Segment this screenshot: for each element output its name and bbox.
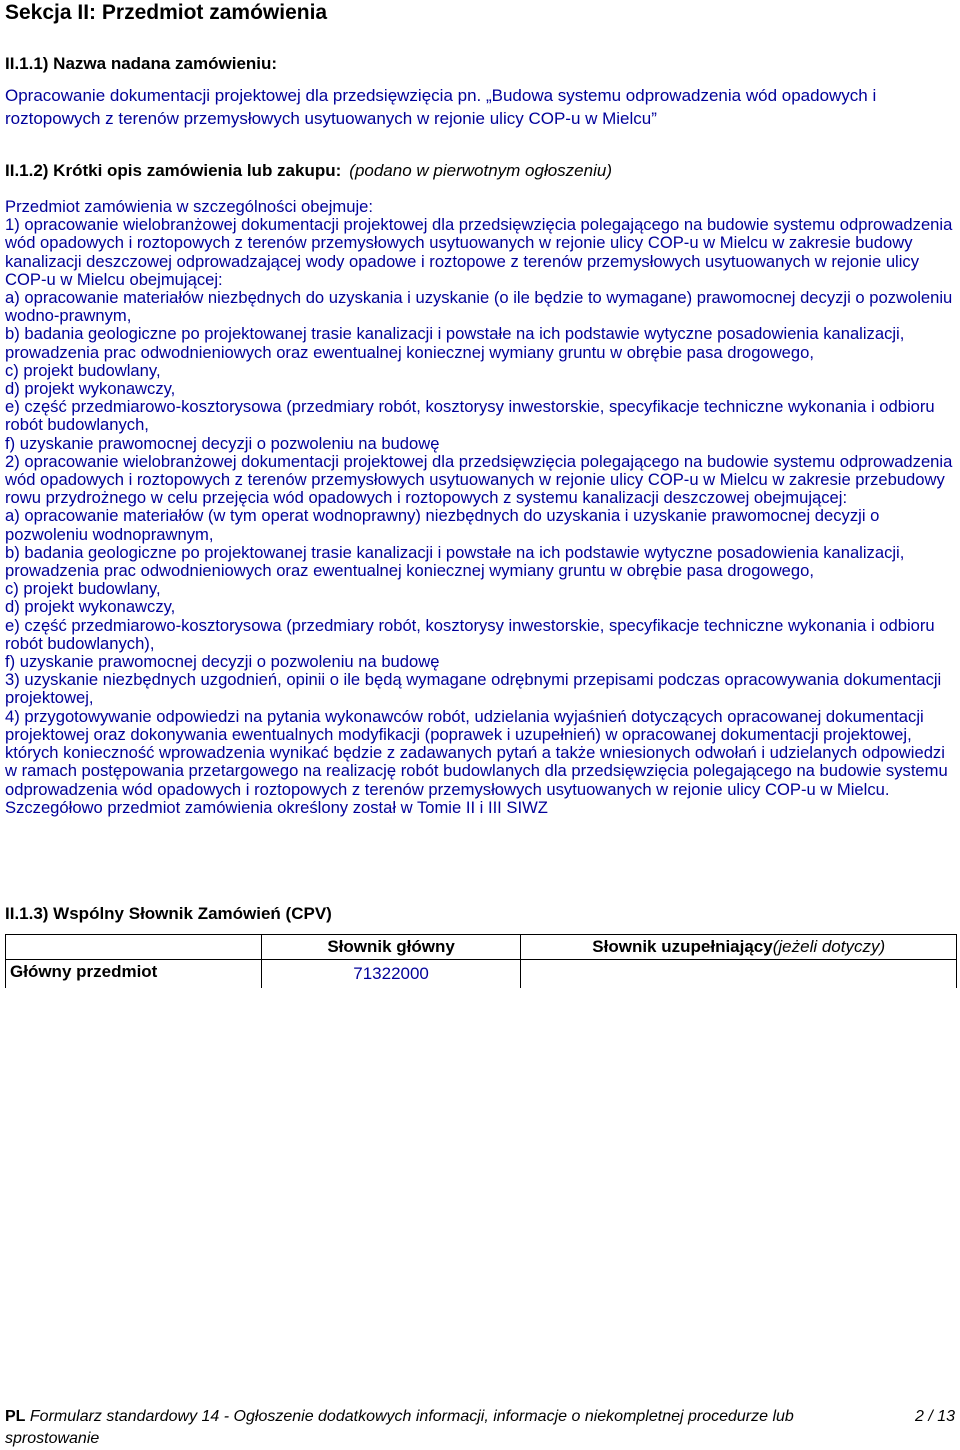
cpv-table [5, 934, 957, 988]
description-heading-label: II.1.2) Krótki opis zamówienia lub zakupu: [5, 161, 342, 180]
name-value: Opracowanie dokumentacji projektowej dla przedsięwzięcia pn. „Budowa systemu odprowadzenia wód opadowych i roztopowych z terenów przemysłowych usytuowanych w rejonie ulicy COP-u w Mielcu” [5, 86, 877, 128]
description-heading [5, 161, 612, 181]
cpv-row-label: Główny przedmiot [6, 960, 262, 989]
footer-lang: PL [5, 1408, 26, 1425]
cpv-header-supp [521, 935, 957, 960]
cpv-supp-code [521, 960, 957, 989]
description-heading-note: (podano w pierwotnym ogłoszeniu) [349, 161, 612, 180]
section-title: Sekcja II: Przedmiot zamówienia [5, 1, 328, 24]
cpv-heading: II.1.3) Wspólny Słownik Zamówień (CPV) [5, 904, 332, 923]
description-body: Przedmiot zamówienia w szczególności obejmuje: 1) opracowanie wielobranżowej dokumentacji projektowej dla przedsięwzięcia polegającego na budowie systemu odprowadzenia wód opadowych i roztopowych z terenów przemysłowych usytuowanych w rejonie ulicy COP-u w Mielcu w zakresie budowy kanalizacji deszczowej odprowadzającej wody opadowe i roztopowe z terenów przemysłowych usytuowanych w rejonie ulicy COP-u w Mielcu obejmującej: a) opracowanie materiałów niezbędnych do uzyskania i uzyskanie (o ile będzie to wymagane) prawomocnej decyzji o pozwoleniu wodno-prawnym, b) badania geologiczne po projektowanej trasie kanalizacji i powstałe na ich podstawie wytyczne posadowienia kanalizacji, prowadzenia prac odwodnieniowych oraz ewentualnej koniecznej wymiany gruntu w obrębie pasa drogowego, c) projekt budowlany, d) projekt wykonawczy, e) część przedmiarowo-kosztorysowa (przedmiary robót, kosztorysy inwestorskie, specyfikacje techniczne wykonania i odbioru robót budowlanych, f) uzyskanie prawomocnej decyzji o pozwoleniu na budowę 2) opracowanie wielobranżowej dokumentacji projektowej dla przedsięwzięcia polegającego na budowie systemu odprowadzenia wód opadowych i roztopowych z terenów przemysłowych usytuowanych w rejonie ulicy COP-u w Mielcu w zakresie przebudowy rowu przydrożnego w celu przejęcia wód opadowych i roztopowych z systemu kanalizacji deszczowej obejmującej: a) opracowanie materiałów (w tym operat wodnoprawny) niezbędnych do uzyskania i uzyskanie prawomocnej decyzji o pozwoleniu wodnoprawnym, b) badania geologiczne po projektowanej trasie kanalizacji i powstałe na ich podstawie wytyczne posadowienia kanalizacji, prowadzenia prac odwodnieniowych oraz ewentualnej koniecznej wymiany gruntu w obrębie pasa drogowego, c) projekt budowlany, d) projekt wykonawczy, e) część przedmiarowo-kosztorysowa (przedmiary robót, kosztorysy inwestorskie, specyfikacje techniczne wykonania i odbioru robót budowlanych), f) uzyskanie prawomocnej decyzji o pozwoleniu na budowę 3) uzyskanie niezbędnych uzgodnień, opinii o ile będą wymagane odrębnymi przepisami podczas opracowywania dokumentacji projektowej, 4) przygotowywanie odpowiedzi na pytania wykonawców robót, udzielania wyjaśnień dotyczących opracowanej dokumentacji projektowej oraz dokonywania ewentualnych modyfikacji (poprawek i uzupełnień) w opracowanej dokumentacji projektowej, których konieczność wprowadzenia wynikać będzie z zadawanych pytań a także wniesionych odwołań i udzielanych odpowiedzi w ramach postępowania przetargowego na realizację robót budowlanych dla przedsięwzięcia polegającego na budowie systemu odprowadzenia wód opadowych i roztopowych z terenów przemysłowych usytuowanych w rejonie ulicy COP-u w Mielcu. Szczegółowo przedmiot zamówienia określony został w Tomie II i III SIWZ [5, 197, 953, 817]
footer-page-number: 2 / 13 [914, 1408, 955, 1425]
name-heading: II.1.1) Nazwa nadana zamówieniu: [5, 54, 278, 73]
cpv-header-row [6, 935, 957, 960]
footer-form-text [5, 1406, 865, 1450]
table-row [6, 960, 957, 989]
cpv-header-main: Słownik główny [261, 935, 521, 960]
page-footer [5, 1406, 957, 1450]
footer-form-name: Formularz standardowy 14 - Ogłoszenie dodatkowych informacji, informacje o niekompletnej procedurze lub sprostowanie [5, 1408, 794, 1447]
cpv-header-blank [6, 935, 262, 960]
cpv-header-supp-label: Słownik uzupełniający [592, 937, 773, 956]
cpv-header-supp-note: (jeżeli dotyczy) [772, 937, 886, 956]
cpv-main-code: 71322000 [261, 960, 521, 989]
